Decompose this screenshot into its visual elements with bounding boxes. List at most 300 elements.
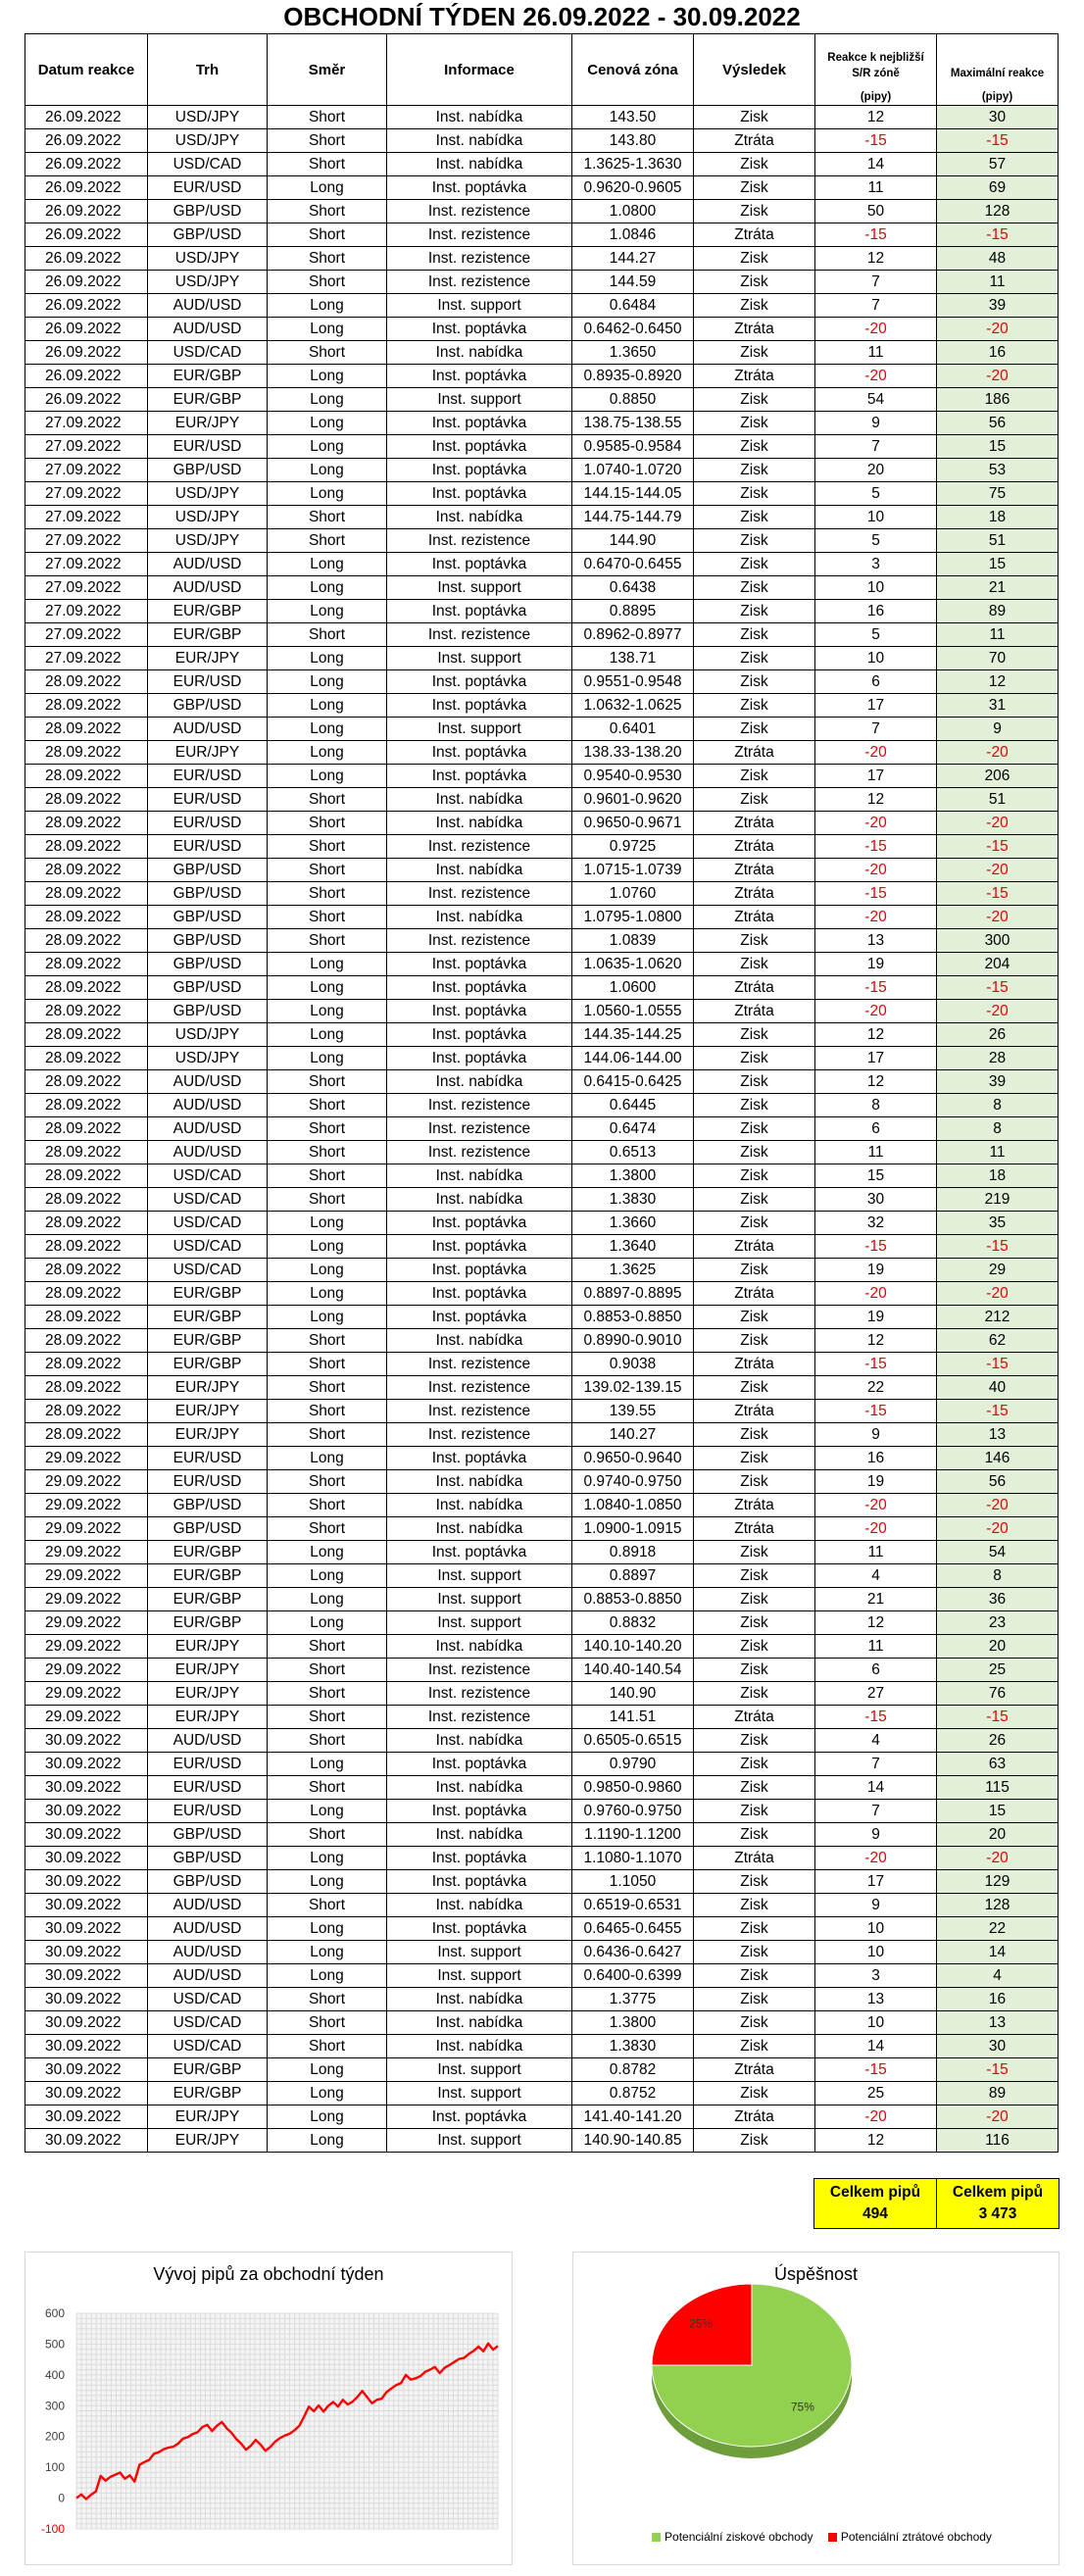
direction-cell: Short <box>268 1659 387 1682</box>
date-cell: 30.09.2022 <box>25 1917 148 1941</box>
table-row <box>25 388 1059 412</box>
direction-cell: Long <box>268 1964 387 1988</box>
info-cell: Inst. support <box>387 1941 572 1964</box>
market-cell: EUR/GBP <box>148 600 268 623</box>
info-cell: Inst. nabídka <box>387 1635 572 1659</box>
reaction-cell: 21 <box>815 1588 937 1611</box>
market-cell: EUR/JPY <box>148 1400 268 1423</box>
date-cell: 28.09.2022 <box>25 835 148 859</box>
info-cell: Inst. nabídka <box>387 812 572 835</box>
reaction-cell: -20 <box>815 812 937 835</box>
date-cell: 26.09.2022 <box>25 176 148 200</box>
info-cell: Inst. nabídka <box>387 1329 572 1353</box>
header-reakce <box>815 34 937 106</box>
table-row <box>25 1235 1059 1259</box>
direction-cell: Long <box>268 1847 387 1870</box>
price-zone-cell: 140.10-140.20 <box>572 1635 694 1659</box>
table-row <box>25 2129 1059 2153</box>
result-cell: Zisk <box>694 2011 815 2035</box>
date-cell: 26.09.2022 <box>25 318 148 341</box>
direction-cell: Short <box>268 1329 387 1353</box>
direction-cell: Short <box>268 1400 387 1423</box>
result-cell: Ztráta <box>694 812 815 835</box>
table-row <box>25 976 1059 1000</box>
price-zone-cell: 0.6519-0.6531 <box>572 1894 694 1917</box>
result-cell: Zisk <box>694 1800 815 1823</box>
table-row <box>25 1259 1059 1282</box>
result-cell: Ztráta <box>694 1847 815 1870</box>
market-cell: EUR/JPY <box>148 1376 268 1400</box>
result-cell: Zisk <box>694 1423 815 1447</box>
market-cell: AUD/USD <box>148 294 268 318</box>
max-reaction-cell: 15 <box>937 1800 1059 1823</box>
direction-cell: Short <box>268 200 387 223</box>
date-cell: 30.09.2022 <box>25 1964 148 1988</box>
table-row <box>25 412 1059 435</box>
info-cell: Inst. poptávka <box>387 1212 572 1235</box>
result-cell: Zisk <box>694 294 815 318</box>
date-cell: 28.09.2022 <box>25 953 148 976</box>
info-cell: Inst. nabídka <box>387 1729 572 1753</box>
reaction-cell: 16 <box>815 1447 937 1470</box>
result-cell: Zisk <box>694 788 815 812</box>
date-cell: 27.09.2022 <box>25 553 148 576</box>
result-cell: Zisk <box>694 1188 815 1212</box>
result-cell: Zisk <box>694 200 815 223</box>
result-cell: Zisk <box>694 600 815 623</box>
direction-cell: Short <box>268 129 387 153</box>
max-reaction-cell: 15 <box>937 553 1059 576</box>
price-zone-cell: 0.6415-0.6425 <box>572 1070 694 1094</box>
price-zone-cell: 0.6470-0.6455 <box>572 553 694 576</box>
price-zone-cell: 138.33-138.20 <box>572 741 694 765</box>
price-zone-cell: 1.3660 <box>572 1212 694 1235</box>
table-row <box>25 2105 1059 2129</box>
info-cell: Inst. poptávka <box>387 2105 572 2129</box>
date-cell: 26.09.2022 <box>25 129 148 153</box>
info-cell: Inst. rezistence <box>387 1094 572 1117</box>
result-cell: Zisk <box>694 694 815 718</box>
max-reaction-cell: 39 <box>937 1070 1059 1094</box>
result-cell: Zisk <box>694 1329 815 1353</box>
reaction-cell: -20 <box>815 906 937 929</box>
date-cell: 30.09.2022 <box>25 2082 148 2105</box>
reaction-cell: 17 <box>815 765 937 788</box>
direction-cell: Long <box>268 576 387 600</box>
max-reaction-cell: 11 <box>937 1141 1059 1164</box>
info-cell: Inst. poptávka <box>387 765 572 788</box>
table-row <box>25 2035 1059 2058</box>
market-cell: AUD/USD <box>148 576 268 600</box>
result-cell: Ztráta <box>694 1282 815 1306</box>
table-row <box>25 1564 1059 1588</box>
market-cell: EUR/GBP <box>148 1282 268 1306</box>
reaction-cell: -15 <box>815 223 937 247</box>
price-zone-cell: 0.8782 <box>572 2058 694 2082</box>
max-reaction-cell: -20 <box>937 812 1059 835</box>
market-cell: EUR/USD <box>148 1447 268 1470</box>
result-cell: Zisk <box>694 1094 815 1117</box>
result-cell: Ztráta <box>694 1706 815 1729</box>
market-cell: EUR/GBP <box>148 2082 268 2105</box>
info-cell: Inst. nabídka <box>387 506 572 529</box>
info-cell: Inst. nabídka <box>387 1188 572 1212</box>
price-zone-cell: 141.40-141.20 <box>572 2105 694 2129</box>
y-tick-label: 100 <box>44 2460 65 2475</box>
result-cell: Zisk <box>694 929 815 953</box>
market-cell: USD/CAD <box>148 1235 268 1259</box>
price-zone-cell: 1.1050 <box>572 1870 694 1894</box>
info-cell: Inst. rezistence <box>387 247 572 271</box>
reaction-cell: 20 <box>815 459 937 482</box>
info-cell: Inst. poptávka <box>387 600 572 623</box>
trades-body <box>25 106 1059 2153</box>
result-cell: Zisk <box>694 106 815 129</box>
market-cell: USD/CAD <box>148 1212 268 1235</box>
direction-cell: Short <box>268 247 387 271</box>
result-cell: Zisk <box>694 1729 815 1753</box>
result-cell: Zisk <box>694 1212 815 1235</box>
table-row <box>25 1023 1059 1047</box>
table-row <box>25 2011 1059 2035</box>
table-row <box>25 859 1059 882</box>
reaction-cell: 12 <box>815 788 937 812</box>
direction-cell: Long <box>268 953 387 976</box>
price-zone-cell: 0.9620-0.9605 <box>572 176 694 200</box>
reaction-cell: 12 <box>815 2129 937 2153</box>
info-cell: Inst. rezistence <box>387 929 572 953</box>
info-cell: Inst. support <box>387 1588 572 1611</box>
info-cell: Inst. nabídka <box>387 1470 572 1494</box>
date-cell: 30.09.2022 <box>25 2058 148 2082</box>
market-cell: AUD/USD <box>148 553 268 576</box>
info-cell: Inst. support <box>387 2082 572 2105</box>
date-cell: 28.09.2022 <box>25 1094 148 1117</box>
direction-cell: Long <box>268 1259 387 1282</box>
table-row <box>25 718 1059 741</box>
date-cell: 30.09.2022 <box>25 1870 148 1894</box>
info-cell: Inst. poptávka <box>387 1800 572 1823</box>
max-reaction-cell: -20 <box>937 318 1059 341</box>
max-reaction-cell: 116 <box>937 2129 1059 2153</box>
reaction-cell: 19 <box>815 1306 937 1329</box>
header-datum: Datum reakce <box>25 34 148 106</box>
date-cell: 30.09.2022 <box>25 1847 148 1870</box>
date-cell: 30.09.2022 <box>25 1753 148 1776</box>
info-cell: Inst. nabídka <box>387 788 572 812</box>
y-tick-label: 0 <box>58 2491 65 2505</box>
result-cell: Ztráta <box>694 1494 815 1517</box>
max-reaction-cell: 57 <box>937 153 1059 176</box>
table-row <box>25 906 1059 929</box>
info-cell: Inst. poptávka <box>387 1917 572 1941</box>
market-cell: EUR/USD <box>148 1776 268 1800</box>
info-cell: Inst. poptávka <box>387 1847 572 1870</box>
reaction-cell: 7 <box>815 294 937 318</box>
header-reakce-label: Reakce k nejbližší S/R zóně <box>827 51 924 79</box>
market-cell: EUR/GBP <box>148 1564 268 1588</box>
direction-cell: Short <box>268 906 387 929</box>
table-row <box>25 1729 1059 1753</box>
market-cell: EUR/GBP <box>148 365 268 388</box>
table-row <box>25 1353 1059 1376</box>
direction-cell: Short <box>268 1776 387 1800</box>
info-cell: Inst. rezistence <box>387 271 572 294</box>
direction-cell: Short <box>268 882 387 906</box>
result-cell: Ztráta <box>694 1235 815 1259</box>
result-cell: Zisk <box>694 1141 815 1164</box>
direction-cell: Short <box>268 506 387 529</box>
price-zone-cell: 140.40-140.54 <box>572 1659 694 1682</box>
market-cell: EUR/USD <box>148 1470 268 1494</box>
result-cell: Zisk <box>694 1376 815 1400</box>
info-cell: Inst. nabídka <box>387 106 572 129</box>
legend-swatch-loss <box>828 2533 837 2542</box>
result-cell: Ztráta <box>694 1517 815 1541</box>
date-cell: 28.09.2022 <box>25 670 148 694</box>
max-reaction-cell: 300 <box>937 929 1059 953</box>
info-cell: Inst. nabídka <box>387 1070 572 1094</box>
direction-cell: Short <box>268 1894 387 1917</box>
table-row <box>25 341 1059 365</box>
reaction-cell: -20 <box>815 365 937 388</box>
max-reaction-cell: 20 <box>937 1823 1059 1847</box>
result-cell: Ztráta <box>694 859 815 882</box>
date-cell: 29.09.2022 <box>25 1706 148 1729</box>
info-cell: Inst. nabídka <box>387 2035 572 2058</box>
pie-data-label: 25% <box>689 2316 714 2331</box>
direction-cell: Short <box>268 835 387 859</box>
table-row <box>25 2058 1059 2082</box>
date-cell: 26.09.2022 <box>25 271 148 294</box>
direction-cell: Long <box>268 765 387 788</box>
date-cell: 29.09.2022 <box>25 1447 148 1470</box>
market-cell: GBP/USD <box>148 200 268 223</box>
table-row <box>25 482 1059 506</box>
table-row <box>25 1212 1059 1235</box>
date-cell: 26.09.2022 <box>25 365 148 388</box>
info-cell: Inst. rezistence <box>387 1141 572 1164</box>
table-row <box>25 1517 1059 1541</box>
info-cell: Inst. nabídka <box>387 1494 572 1517</box>
market-cell: GBP/USD <box>148 223 268 247</box>
table-row <box>25 153 1059 176</box>
total-reakce-value: 494 <box>862 2205 888 2222</box>
market-cell: USD/JPY <box>148 129 268 153</box>
table-row <box>25 2082 1059 2105</box>
max-reaction-cell: 8 <box>937 1117 1059 1141</box>
direction-cell: Short <box>268 1164 387 1188</box>
direction-cell: Short <box>268 1188 387 1212</box>
price-zone-cell: 1.0800 <box>572 200 694 223</box>
info-cell: Inst. nabídka <box>387 1776 572 1800</box>
result-cell: Zisk <box>694 765 815 788</box>
direction-cell: Long <box>268 1212 387 1235</box>
max-reaction-cell: 146 <box>937 1447 1059 1470</box>
max-reaction-cell: 62 <box>937 1329 1059 1353</box>
direction-cell: Short <box>268 1729 387 1753</box>
reaction-cell: -15 <box>815 976 937 1000</box>
price-zone-cell: 0.8897-0.8895 <box>572 1282 694 1306</box>
direction-cell: Long <box>268 459 387 482</box>
result-cell: Zisk <box>694 1306 815 1329</box>
info-cell: Inst. nabídka <box>387 1517 572 1541</box>
reaction-cell: 3 <box>815 1964 937 1988</box>
date-cell: 27.09.2022 <box>25 529 148 553</box>
price-zone-cell: 1.0840-1.0850 <box>572 1494 694 1517</box>
price-zone-cell: 140.27 <box>572 1423 694 1447</box>
header-maximalni-unit: (pipy) <box>981 90 1013 103</box>
reaction-cell: 7 <box>815 271 937 294</box>
max-reaction-cell: -15 <box>937 1235 1059 1259</box>
reaction-cell: 19 <box>815 1259 937 1282</box>
table-row <box>25 1494 1059 1517</box>
price-zone-cell: 0.8962-0.8977 <box>572 623 694 647</box>
market-cell: GBP/USD <box>148 694 268 718</box>
price-zone-cell: 0.6484 <box>572 294 694 318</box>
date-cell: 28.09.2022 <box>25 906 148 929</box>
max-reaction-cell: 36 <box>937 1588 1059 1611</box>
table-row <box>25 600 1059 623</box>
y-tick-label: 500 <box>44 2337 65 2352</box>
max-reaction-cell: -20 <box>937 1494 1059 1517</box>
market-cell: USD/CAD <box>148 2011 268 2035</box>
price-zone-cell: 1.3830 <box>572 2035 694 2058</box>
info-cell: Inst. poptávka <box>387 553 572 576</box>
max-reaction-cell: -20 <box>937 365 1059 388</box>
price-zone-cell: 0.6400-0.6399 <box>572 1964 694 1988</box>
reaction-cell: -15 <box>815 1235 937 1259</box>
reaction-cell: -20 <box>815 741 937 765</box>
price-zone-cell: 1.3800 <box>572 2011 694 2035</box>
reaction-cell: 12 <box>815 247 937 271</box>
table-row <box>25 623 1059 647</box>
date-cell: 30.09.2022 <box>25 1800 148 1823</box>
max-reaction-cell: 29 <box>937 1259 1059 1282</box>
market-cell: EUR/USD <box>148 435 268 459</box>
price-zone-cell: 1.0560-1.0555 <box>572 1000 694 1023</box>
direction-cell: Short <box>268 1823 387 1847</box>
price-zone-cell: 0.6401 <box>572 718 694 741</box>
info-cell: Inst. support <box>387 718 572 741</box>
info-cell: Inst. nabídka <box>387 341 572 365</box>
reaction-cell: 14 <box>815 153 937 176</box>
date-cell: 27.09.2022 <box>25 412 148 435</box>
date-cell: 29.09.2022 <box>25 1588 148 1611</box>
y-tick-label: -100 <box>40 2522 65 2536</box>
direction-cell: Short <box>268 1094 387 1117</box>
market-cell: EUR/USD <box>148 835 268 859</box>
date-cell: 30.09.2022 <box>25 2105 148 2129</box>
reaction-cell: 12 <box>815 1329 937 1353</box>
header-trh: Trh <box>148 34 268 106</box>
table-row <box>25 1094 1059 1117</box>
market-cell: USD/CAD <box>148 1259 268 1282</box>
reaction-cell: 11 <box>815 1541 937 1564</box>
market-cell: AUD/USD <box>148 1941 268 1964</box>
reaction-cell: 13 <box>815 1988 937 2011</box>
price-zone-cell: 0.6445 <box>572 1094 694 1117</box>
total-reakce-cell <box>814 2179 937 2229</box>
table-row <box>25 929 1059 953</box>
max-reaction-cell: -15 <box>937 223 1059 247</box>
direction-cell: Long <box>268 1611 387 1635</box>
reaction-cell: -20 <box>815 1847 937 1870</box>
price-zone-cell: 140.90 <box>572 1682 694 1706</box>
result-cell: Zisk <box>694 1964 815 1988</box>
reaction-cell: 27 <box>815 1682 937 1706</box>
price-zone-cell: 1.0795-1.0800 <box>572 906 694 929</box>
market-cell: AUD/USD <box>148 1729 268 1753</box>
reaction-cell: 9 <box>815 1423 937 1447</box>
date-cell: 29.09.2022 <box>25 1635 148 1659</box>
reaction-cell: 22 <box>815 1376 937 1400</box>
price-zone-cell: 1.3830 <box>572 1188 694 1212</box>
max-reaction-cell: 11 <box>937 271 1059 294</box>
max-reaction-cell: 30 <box>937 106 1059 129</box>
date-cell: 27.09.2022 <box>25 435 148 459</box>
result-cell: Ztráta <box>694 2105 815 2129</box>
table-row <box>25 553 1059 576</box>
direction-cell: Short <box>268 223 387 247</box>
direction-cell: Long <box>268 553 387 576</box>
result-cell: Zisk <box>694 1023 815 1047</box>
table-row <box>25 1588 1059 1611</box>
reaction-cell: -20 <box>815 1517 937 1541</box>
max-reaction-cell: 18 <box>937 1164 1059 1188</box>
max-reaction-cell: 30 <box>937 2035 1059 2058</box>
market-cell: AUD/USD <box>148 718 268 741</box>
result-cell: Zisk <box>694 1164 815 1188</box>
date-cell: 26.09.2022 <box>25 223 148 247</box>
price-zone-cell: 0.9790 <box>572 1753 694 1776</box>
result-cell: Ztráta <box>694 1000 815 1023</box>
result-cell: Zisk <box>694 506 815 529</box>
reaction-cell: 19 <box>815 953 937 976</box>
max-reaction-cell: 20 <box>937 1635 1059 1659</box>
result-cell: Zisk <box>694 576 815 600</box>
max-reaction-cell: 4 <box>937 1964 1059 1988</box>
result-cell: Zisk <box>694 482 815 506</box>
max-reaction-cell: -20 <box>937 2105 1059 2129</box>
direction-cell: Long <box>268 2105 387 2129</box>
info-cell: Inst. poptávka <box>387 1282 572 1306</box>
direction-cell: Long <box>268 388 387 412</box>
max-reaction-cell: -20 <box>937 1282 1059 1306</box>
line-chart-title: Vývoj pipů za obchodní týden <box>153 2264 384 2284</box>
totals-table <box>813 2178 1059 2229</box>
table-row <box>25 529 1059 553</box>
market-cell: EUR/USD <box>148 788 268 812</box>
price-zone-cell: 0.6513 <box>572 1141 694 1164</box>
market-cell: EUR/USD <box>148 812 268 835</box>
date-cell: 29.09.2022 <box>25 1517 148 1541</box>
direction-cell: Long <box>268 1023 387 1047</box>
price-zone-cell: 0.9725 <box>572 835 694 859</box>
price-zone-cell: 1.3625 <box>572 1259 694 1282</box>
result-cell: Ztráta <box>694 365 815 388</box>
table-row <box>25 1870 1059 1894</box>
result-cell: Zisk <box>694 529 815 553</box>
page-title: OBCHODNÍ TÝDEN 26.09.2022 - 30.09.2022 <box>283 2 801 31</box>
market-cell: GBP/USD <box>148 1847 268 1870</box>
result-cell: Zisk <box>694 271 815 294</box>
max-reaction-cell: 212 <box>937 1306 1059 1329</box>
max-reaction-cell: 69 <box>937 176 1059 200</box>
market-cell: AUD/USD <box>148 1964 268 1988</box>
result-cell: Zisk <box>694 1588 815 1611</box>
info-cell: Inst. support <box>387 2058 572 2082</box>
